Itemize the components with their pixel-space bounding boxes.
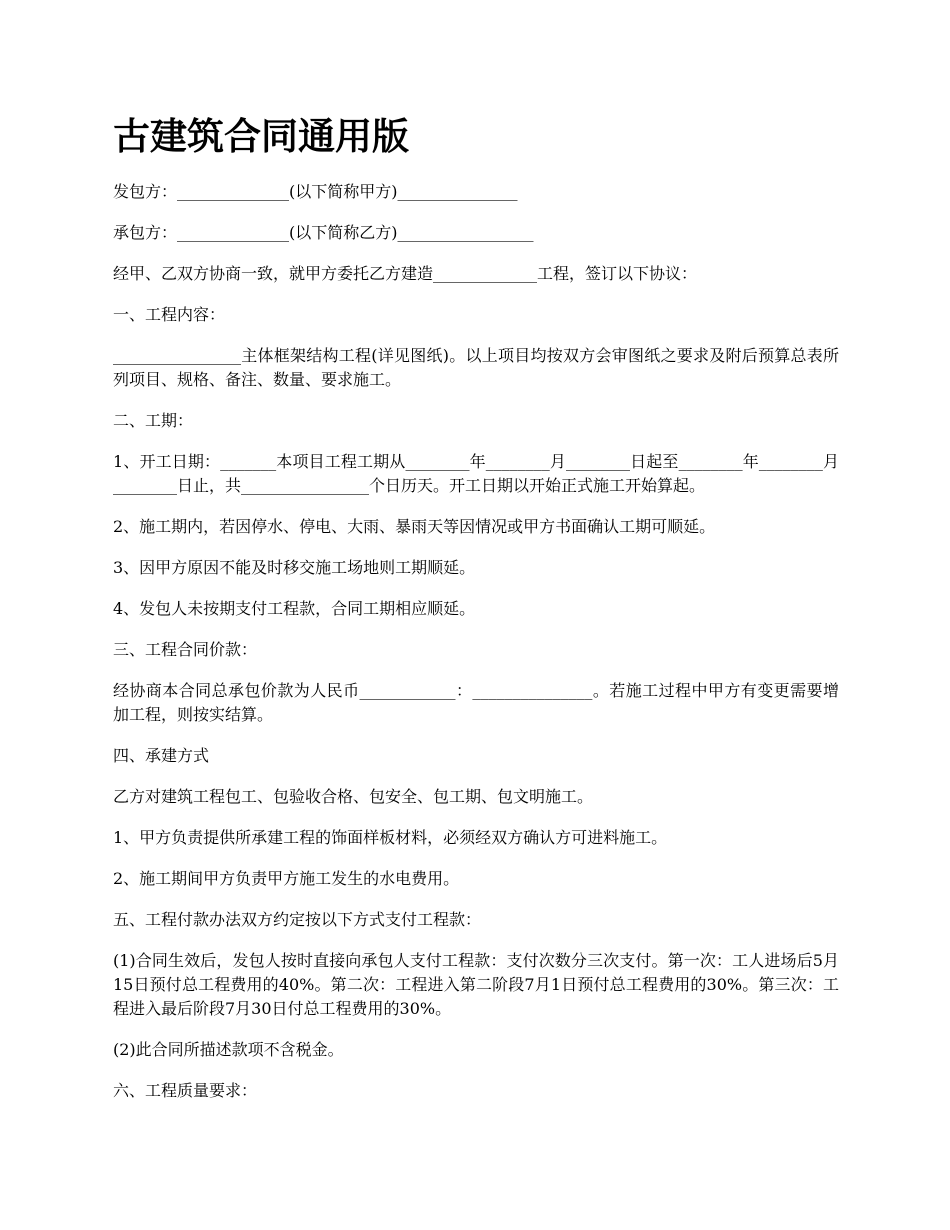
paragraph-schedule-3: 3、因甲方原因不能及时移交施工场地则工期顺延。 — [113, 558, 476, 577]
section-heading-method: 四、承建方式 — [113, 746, 210, 765]
paragraph-method-1: 1、甲方负责提供所承建工程的饰面样板材料，必须经双方确认方可进料施工。 — [113, 828, 668, 847]
paragraph-preamble: 经甲、乙双方协商一致，就甲方委托乙方建造_____________工程，签订以下协议： — [113, 264, 698, 283]
paragraph-method: 乙方对建筑工程包工、包验收合格、包安全、包工期、包文明施工。 — [113, 787, 594, 806]
paragraph-payment-2: (2)此合同所描述款项不含税金。 — [113, 1040, 344, 1059]
paragraph-schedule-4: 4、发包人未按期支付工程款，合同工期相应顺延。 — [113, 599, 476, 618]
paragraph-method-2: 2、施工期间甲方负责甲方施工发生的水电费用。 — [113, 869, 460, 888]
section-heading-price: 三、工程合同价款： — [113, 640, 258, 659]
section-heading-quality: 六、工程质量要求： — [113, 1081, 258, 1100]
document-title: 古建筑合同通用版 — [113, 114, 409, 158]
paragraph-schedule-1: 1、开工日期：_______本项目工程工期从________年________月________日起至________年________月________日止，共________________个日历天。开工日期以开始正式施工开始算起。 — [113, 452, 839, 495]
section-heading-scope: 一、工程内容： — [113, 305, 226, 324]
paragraph-schedule-2: 2、施工期内，若因停水、停电、大雨、暴雨天等因情况或甲方书面确认工期可顺延。 — [113, 517, 716, 536]
section-heading-payment: 五、工程付款办法双方约定按以下方式支付工程款： — [113, 910, 482, 929]
paragraph-payment-1: (1)合同生效后，发包人按时直接向承包人支付工程款：支付次数分三次支付。第一次：工人进场后5月15日预付总工程费用的40%。第二次：工程进入第二阶段7月1日预付总工程费用的30%。第三次：工程进入最后阶段7月30日付总工程费用的30%。 — [113, 951, 839, 1018]
paragraph-scope: ________________主体框架结构工程(详见图纸)。以上项目均按双方会审图纸之要求及附后预算总表所列项目、规格、备注、数量、要求施工。 — [113, 346, 839, 389]
document-body — [113, 180, 839, 1120]
paragraph-price: 经协商本合同总承包价款为人民币____________：_______________。若施工过程中甲方有变更需要增加工程，则按实结算。 — [113, 681, 839, 724]
paragraph-contractor-party-b: 承包方：______________(以下简称乙方)_________________ — [113, 223, 534, 242]
section-heading-schedule: 二、工期： — [113, 411, 194, 430]
paragraph-contractor-party-a: 发包方：______________(以下简称甲方)_______________ — [113, 182, 518, 201]
